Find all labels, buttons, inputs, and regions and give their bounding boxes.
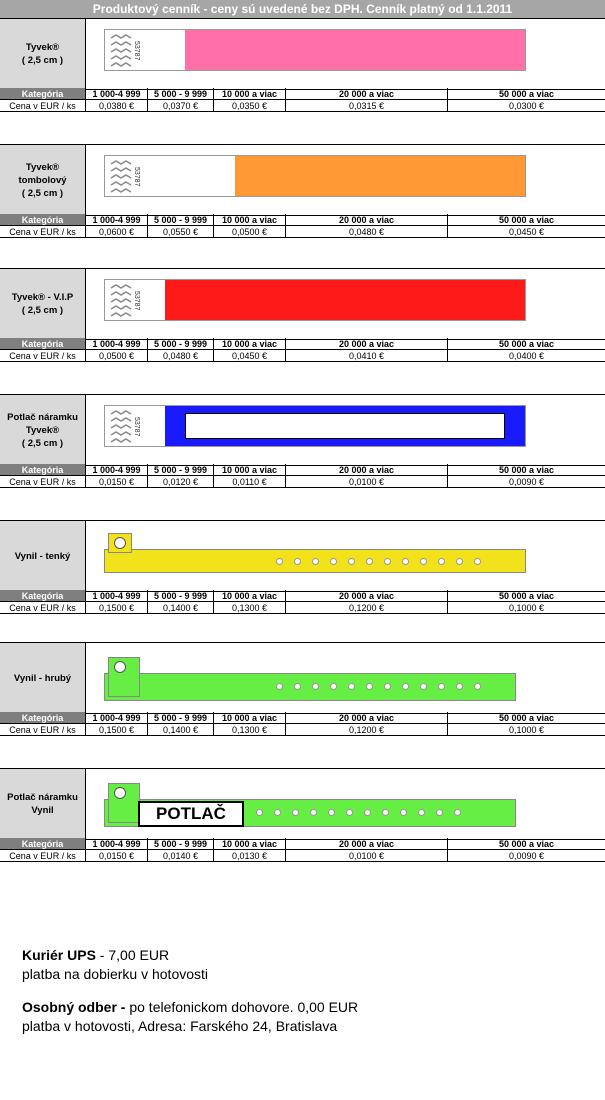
- product-block: [0, 642, 605, 746]
- price-cell: 0,0150 €: [86, 850, 148, 861]
- band-hole: [276, 683, 283, 690]
- product-block: [0, 520, 605, 624]
- ups-payment: platba na dobierku v hotovosti: [22, 966, 209, 982]
- snap-tab: [108, 783, 140, 823]
- price-cell: 0,0150 €: [86, 476, 148, 487]
- price-row: [0, 724, 605, 736]
- price-label: Cena v EUR / ks: [0, 226, 86, 237]
- category-header: 5 000 - 9 999: [148, 838, 214, 849]
- band-hole: [330, 558, 337, 565]
- price-cell: 0,0450 €: [214, 350, 286, 361]
- product-image: [86, 19, 605, 89]
- price-cell: 0,0600 €: [86, 226, 148, 237]
- price-cell: 0,0400 €: [508, 351, 545, 361]
- price-cell: 0,0315 €: [286, 100, 448, 111]
- band-hole: [294, 683, 301, 690]
- category-header: Kategória: [0, 214, 86, 225]
- price-label: Cena v EUR / ks: [0, 850, 86, 861]
- price-label: Cena v EUR / ks: [0, 724, 86, 735]
- band-hole: [312, 558, 319, 565]
- category-row: [0, 88, 605, 100]
- category-row: [0, 214, 605, 226]
- category-header: 1 000-4 999: [86, 214, 148, 225]
- wristband-image: [104, 405, 526, 447]
- price-cell: 0,1000 €: [508, 725, 545, 735]
- category-header: 5 000 - 9 999: [148, 338, 214, 349]
- category-header: 5 000 - 9 999: [148, 464, 214, 475]
- product-image-row: [0, 268, 605, 340]
- tab-number: 53787: [133, 291, 140, 311]
- price-cell: 0,1200 €: [286, 724, 448, 735]
- category-header: 10 000 a viac: [214, 590, 286, 601]
- category-header: Kategória: [0, 88, 86, 99]
- category-header: 1 000-4 999: [86, 838, 148, 849]
- pickup-address: platba v hotovosti, Adresa: Farského 24, Bratislava: [22, 1018, 338, 1034]
- band-hole: [294, 558, 301, 565]
- band-hole: [364, 809, 371, 816]
- category-header: 5 000 - 9 999: [148, 712, 214, 723]
- price-cell: 0,0500 €: [86, 350, 148, 361]
- category-header: 5 000 - 9 999: [148, 590, 214, 601]
- category-header: 1 000-4 999: [86, 590, 148, 601]
- category-header: 50 000 a viac: [498, 839, 555, 849]
- product-image-row: [0, 394, 605, 466]
- product-image: [86, 521, 605, 591]
- category-header: 10 000 a viac: [214, 464, 286, 475]
- band-hole: [276, 558, 283, 565]
- price-cell: 0,0380 €: [86, 100, 148, 111]
- band-hole: [456, 683, 463, 690]
- price-row: [0, 850, 605, 862]
- tab-number: 53787: [133, 41, 140, 61]
- pickup-price: po telefonickom dohovore. 0,00 EUR: [125, 999, 359, 1015]
- price-cell: 0,1400 €: [148, 724, 214, 735]
- snap-tab: [108, 657, 140, 697]
- band-hole: [348, 558, 355, 565]
- price-row: [0, 100, 605, 112]
- price-cell: 0,0480 €: [148, 350, 214, 361]
- band-hole: [366, 558, 373, 565]
- wristband-image: [104, 29, 526, 71]
- product-image-row: [0, 642, 605, 714]
- category-header: Kategória: [0, 338, 86, 349]
- price-cell: 0,0450 €: [508, 227, 545, 237]
- price-label: Cena v EUR / ks: [0, 602, 86, 613]
- product-image-row: [0, 768, 605, 840]
- band-hole: [402, 558, 409, 565]
- category-header: Kategória: [0, 838, 86, 849]
- band-hole: [438, 683, 445, 690]
- pickup-label: Osobný odber -: [22, 999, 126, 1015]
- page-title: Produktový cenník - ceny sú uvedené bez DPH. Cenník platný od 1.1.2011: [0, 0, 605, 18]
- category-header: Kategória: [0, 464, 86, 475]
- price-cell: 0,0370 €: [148, 100, 214, 111]
- category-header: 20 000 a viac: [286, 590, 448, 601]
- product-block: [0, 394, 605, 498]
- price-cell: 0,1500 €: [86, 724, 148, 735]
- band-hole: [456, 558, 463, 565]
- price-cell: 0,0120 €: [148, 476, 214, 487]
- band-hole: [382, 809, 389, 816]
- product-image: [86, 145, 605, 215]
- price-cell: 0,0090 €: [508, 477, 545, 487]
- band-hole: [348, 683, 355, 690]
- category-header: 20 000 a viac: [286, 214, 448, 225]
- price-row: [0, 350, 605, 362]
- band-hole: [474, 683, 481, 690]
- category-row: [0, 838, 605, 850]
- band-hole: [420, 558, 427, 565]
- price-cell: 0,0100 €: [286, 476, 448, 487]
- band-hole: [384, 558, 391, 565]
- band-hole: [474, 558, 481, 565]
- product-name: Potlač náramku Tyvek® ( 2,5 cm ): [0, 395, 86, 465]
- price-cell: 0,1400 €: [148, 602, 214, 613]
- category-header: 50 000 a viac: [498, 89, 555, 99]
- band-hole: [400, 809, 407, 816]
- category-header: 10 000 a viac: [214, 88, 286, 99]
- wristband-image: [104, 279, 526, 321]
- wristband-image: [104, 673, 516, 701]
- category-header: 50 000 a viac: [498, 339, 555, 349]
- price-cell: 0,0140 €: [148, 850, 214, 861]
- category-header: Kategória: [0, 590, 86, 601]
- band-hole: [256, 809, 263, 816]
- band-hole: [292, 809, 299, 816]
- category-header: 10 000 a viac: [214, 338, 286, 349]
- product-image: [86, 395, 605, 465]
- product-block: [0, 18, 605, 122]
- category-header: 20 000 a viac: [286, 838, 448, 849]
- band-hole: [366, 683, 373, 690]
- product-name: Vynil - hrubý: [0, 643, 86, 713]
- category-header: 1 000-4 999: [86, 88, 148, 99]
- category-header: 20 000 a viac: [286, 338, 448, 349]
- category-header: 50 000 a viac: [498, 465, 555, 475]
- product-image: [86, 769, 605, 839]
- wristband-image: [104, 155, 526, 197]
- product-image-row: [0, 520, 605, 592]
- product-block: [0, 268, 605, 372]
- category-header: Kategória: [0, 712, 86, 723]
- product-image-row: [0, 18, 605, 90]
- price-cell: 0,1300 €: [214, 602, 286, 613]
- band-hole: [346, 809, 353, 816]
- price-cell: 0,1500 €: [86, 602, 148, 613]
- band-hole: [328, 809, 335, 816]
- band-hole: [418, 809, 425, 816]
- category-header: 50 000 a viac: [498, 591, 555, 601]
- product-block: [0, 768, 605, 872]
- price-cell: 0,0300 €: [508, 101, 545, 111]
- product-image: [86, 643, 605, 713]
- band-hole: [274, 809, 281, 816]
- band-hole: [420, 683, 427, 690]
- category-header: 10 000 a viac: [214, 712, 286, 723]
- print-area: [185, 413, 505, 439]
- product-block: [0, 144, 605, 248]
- band-hole: [310, 809, 317, 816]
- price-label: Cena v EUR / ks: [0, 100, 86, 111]
- product-name: Potlač náramku Vynil: [0, 769, 86, 839]
- band-hole: [436, 809, 443, 816]
- price-cell: 0,1300 €: [214, 724, 286, 735]
- price-row: [0, 476, 605, 488]
- product-name: Tyvek® ( 2,5 cm ): [0, 19, 86, 89]
- category-header: 5 000 - 9 999: [148, 88, 214, 99]
- band-hole: [402, 683, 409, 690]
- category-header: 1 000-4 999: [86, 464, 148, 475]
- category-header: 50 000 a viac: [498, 713, 555, 723]
- ups-price: - 7,00 EUR: [95, 947, 170, 963]
- price-cell: 0,0100 €: [286, 850, 448, 861]
- price-cell: 0,0090 €: [508, 851, 545, 861]
- category-row: [0, 464, 605, 476]
- category-row: [0, 590, 605, 602]
- product-image: [86, 269, 605, 339]
- category-header: 1 000-4 999: [86, 338, 148, 349]
- category-header: 10 000 a viac: [214, 838, 286, 849]
- price-label: Cena v EUR / ks: [0, 350, 86, 361]
- category-header: 20 000 a viac: [286, 464, 448, 475]
- product-name: Tyvek® tombolový ( 2,5 cm ): [0, 145, 86, 215]
- band-hole: [312, 683, 319, 690]
- price-row: [0, 226, 605, 238]
- band-hole: [454, 809, 461, 816]
- tab-number: 53787: [133, 417, 140, 437]
- tab-number: 53787: [133, 167, 140, 187]
- band-hole: [330, 683, 337, 690]
- band-hole: [438, 558, 445, 565]
- ups-label: Kuriér UPS: [22, 947, 96, 963]
- price-cell: 0,0410 €: [286, 350, 448, 361]
- price-row: [0, 602, 605, 614]
- shipping-info: [22, 946, 358, 1036]
- price-cell: 0,0500 €: [214, 226, 286, 237]
- category-header: 10 000 a viac: [214, 214, 286, 225]
- snap-tab: [108, 533, 132, 553]
- category-header: 50 000 a viac: [498, 215, 555, 225]
- product-name: Tyvek® - V.I.P ( 2,5 cm ): [0, 269, 86, 339]
- category-header: 20 000 a viac: [286, 88, 448, 99]
- price-cell: 0,0110 €: [214, 476, 286, 487]
- price-cell: 0,0350 €: [214, 100, 286, 111]
- print-area: POTLAČ: [138, 801, 244, 827]
- price-cell: 0,1200 €: [286, 602, 448, 613]
- product-name: Vynil - tenký: [0, 521, 86, 591]
- price-label: Cena v EUR / ks: [0, 476, 86, 487]
- price-cell: 0,0130 €: [214, 850, 286, 861]
- category-header: 5 000 - 9 999: [148, 214, 214, 225]
- category-row: [0, 338, 605, 350]
- band-hole: [384, 683, 391, 690]
- category-header: 20 000 a viac: [286, 712, 448, 723]
- price-cell: 0,1000 €: [508, 603, 545, 613]
- category-row: [0, 712, 605, 724]
- category-header: 1 000-4 999: [86, 712, 148, 723]
- product-image-row: [0, 144, 605, 216]
- price-cell: 0,0550 €: [148, 226, 214, 237]
- price-cell: 0,0480 €: [286, 226, 448, 237]
